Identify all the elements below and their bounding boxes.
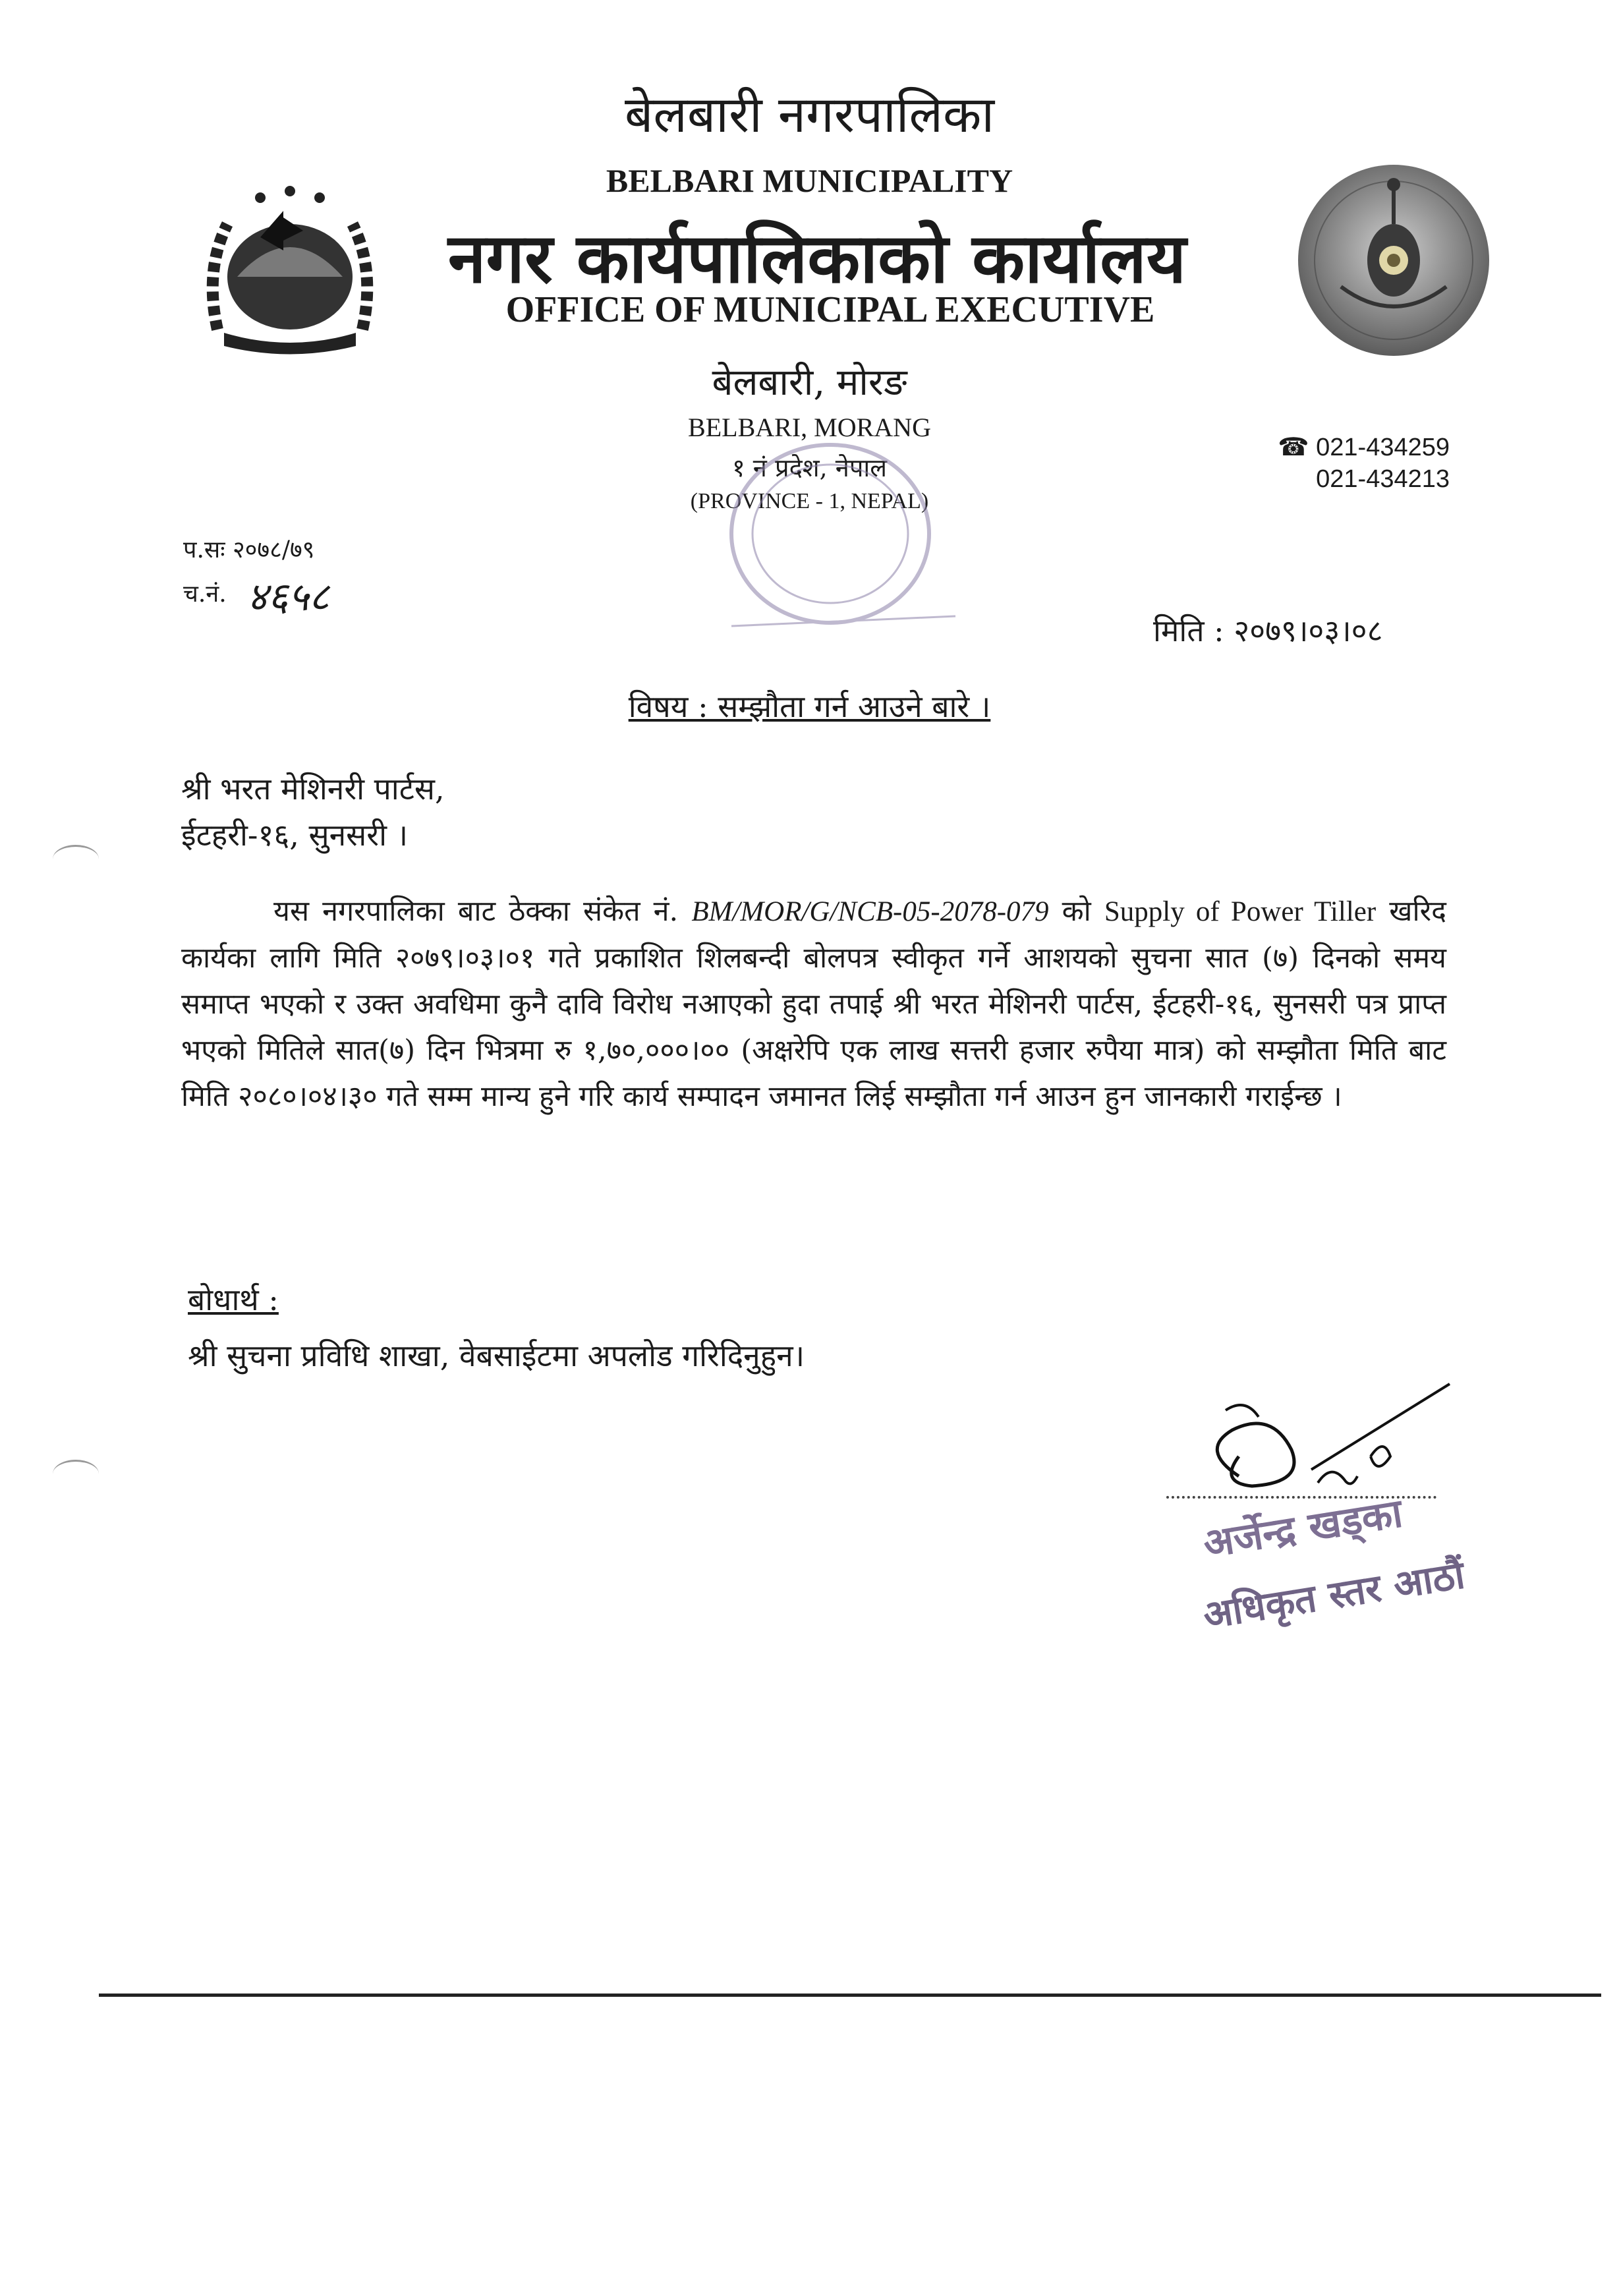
- office-name-nepali: नगर कार्यपालिकाको कार्यालय: [447, 217, 1187, 299]
- signatory-name-stamp: अर्जेन्द्र खड्का: [1200, 1490, 1406, 1568]
- phone-number-1: 021-434259: [1316, 434, 1450, 461]
- phone-icon: ☎: [1278, 434, 1317, 461]
- contract-code: BM/MOR/G/NCB-05-2078-079: [691, 896, 1049, 927]
- dispatch-label: च.नं.: [183, 581, 227, 608]
- province-english: (PROVINCE - 1, NEPAL): [690, 489, 929, 513]
- municipality-logo-icon: [1295, 161, 1492, 359]
- signatory-title-stamp: अधिकृत स्तर आठौं: [1200, 1552, 1468, 1638]
- footer-divider: [99, 1994, 1601, 1997]
- phone-number-2: 021-434213: [1316, 465, 1450, 493]
- office-name-english: OFFICE OF MUNICIPAL EXECUTIVE: [505, 289, 1155, 330]
- contract-title: Supply of Power Tiller: [1104, 896, 1377, 927]
- office-stamp: [692, 422, 969, 646]
- punch-hole-mark: [53, 1460, 99, 1488]
- address-english: BELBARI, MORANG: [688, 413, 931, 442]
- address-nepali: बेलबारी, मोरङ: [712, 361, 907, 404]
- recipient-address: ईटहरी-१६, सुनसरी ।: [181, 817, 409, 853]
- body-text-3: खरिद कार्यका लागि मिति २०७९।०३।०१ गते प्रकाशित शिलबन्दी बोलपत्र स्वीकृत गर्ने आशयको सुचना सात (७) दिनको समय समाप्त भएको र उक्त अवधिमा कुनै दावि विरोध नआएको हुदा तपाई श्री भरत मेशिनरी पार्टस, ईटहरी-१६, सुनसरी पत्र प्राप्त भएको मितिले सात(७) दिन भित्रमा रु १,७०,०००।०० (अक्षरेपि एक लाख सत्तरी हजार रुपैया मात्र) को सम्झौता मिति बाट मिति २०८०।०४।३० गते सम्म मान्य हुने गरि कार्य सम्पादन जमानत लिई सम्झौता गर्न आउन हुन जानकारी गराईन्छ ।: [181, 895, 1446, 1113]
- body-text-1: यस नगरपालिका बाट ठेक्का संकेत नं.: [273, 895, 692, 928]
- punch-hole-mark: [53, 845, 99, 873]
- cc-heading: बोधार्थ :: [188, 1282, 279, 1317]
- cc-recipient: श्री सुचना प्रविधि शाखा, वेबसाईटमा अपलोड गरिदिनुहुन।: [188, 1338, 805, 1373]
- province-nepali: १ नं प्रदेश, नेपाल: [731, 453, 888, 482]
- letter-date: मिति : २०७९।०३।०८: [1153, 613, 1383, 648]
- body-text-2: को: [1048, 895, 1104, 928]
- letter-subject: विषय : सम्झौता गर्न आउने बारे ।: [628, 689, 991, 724]
- municipality-name-nepali: बेलबारी नगरपालिका: [624, 85, 995, 144]
- municipality-name-english: BELBARI MUNICIPALITY: [606, 162, 1013, 199]
- recipient-name: श्री भरत मेशिनरी पार्टस,: [181, 771, 445, 807]
- letter-body: [181, 888, 1446, 1120]
- phone-numbers: [1252, 432, 1450, 495]
- reference-number: प.सः २०७८/७९: [183, 536, 315, 563]
- nepal-emblem-icon: [198, 178, 382, 356]
- dispatch-number: ४६५८: [247, 574, 329, 620]
